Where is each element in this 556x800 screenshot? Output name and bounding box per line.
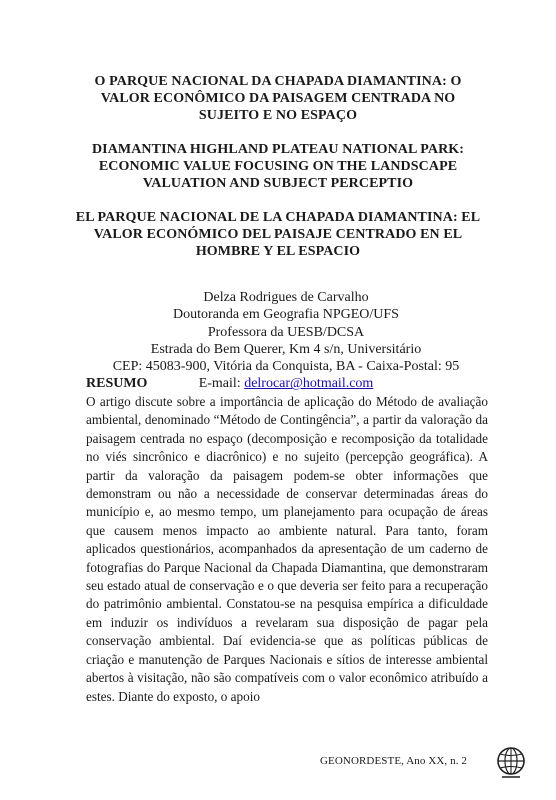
title-english: DIAMANTINA HIGHLAND PLATEAU NATIONAL PARK: ECONOMIC VALUE FOCUSING ON THE LANDSCAPE VALUATION AND SUBJECT PERCEPTIO bbox=[91, 142, 465, 191]
globe-icon bbox=[494, 745, 528, 779]
author-postal: CEP: 45083-900, Vitória da Conquista, BA - Caixa-Postal: 95 bbox=[112, 359, 460, 375]
abstract-heading: RESUMO bbox=[86, 376, 148, 391]
journal-footer: GEONORDESTE, Ano XX, n. 2 bbox=[320, 755, 468, 767]
email-label: E-mail: bbox=[198, 376, 245, 392]
author-affiliation-1: Doutoranda em Geografia NPGEO/UFS bbox=[173, 307, 399, 323]
abstract-text: O artigo discute sobre a importância de aplicação do Método de avaliação ambiental, denominado “Método de Contingência”, a partir da valoração da paisagem centrada no espaço (decomposição e recomposição da totalidade no viés sincrônico e diacrônico) e no sujeito (percepção geográfica). A partir da valoração da paisagem podem-se obter informações que demonstram ou não a necessidade de conservar determinadas áreas do município e, ao mesmo tempo, um planejamento para ocupação de áreas que causem menos impacto ao ambiente natural. Para tanto, foram aplicados questionários, acompanhados da apresentação de um caderno de fotografias do Parque Nacional da Chapada Diamantina, que demonstraram seu estado atual de conservação e o que deveria ser feito para a recuperação do patrimônio ambiental. Constatou-se na pesquisa empírica a dificuldade em induzir os indivíduos a revelaram sua disposição de pagar pela conservação ambiental. Daí evidencia-se que as políticas públicas de criação e manutenção de Parques Nacionais e sítios de interesse ambiental abertos à visitação, não são compatíveis com o valor econômico atribuído a estes. Diante do exposto, o apoio bbox=[86, 394, 488, 704]
email-link[interactable]: delrocar@hotmail.com bbox=[244, 376, 374, 392]
author-name: Delza Rodrigues de Carvalho bbox=[203, 290, 369, 305]
title-portuguese: O PARQUE NACIONAL DA CHAPADA DIAMANTINA: O VALOR ECONÔMICO DA PAISAGEM CENTRADA NO SUJEITO E NO ESPAÇO bbox=[94, 74, 462, 123]
author-address: Estrada do Bem Querer, Km 4 s/n, Universitário bbox=[150, 341, 422, 357]
author-affiliation-2: Professora da UESB/DCSA bbox=[207, 324, 365, 340]
title-spanish: EL PARQUE NACIONAL DE LA CHAPADA DIAMANTINA: EL VALOR ECONÓMICO DEL PAISAJE CENTRADO EN EL HOMBRE Y EL ESPACIO bbox=[75, 210, 481, 259]
